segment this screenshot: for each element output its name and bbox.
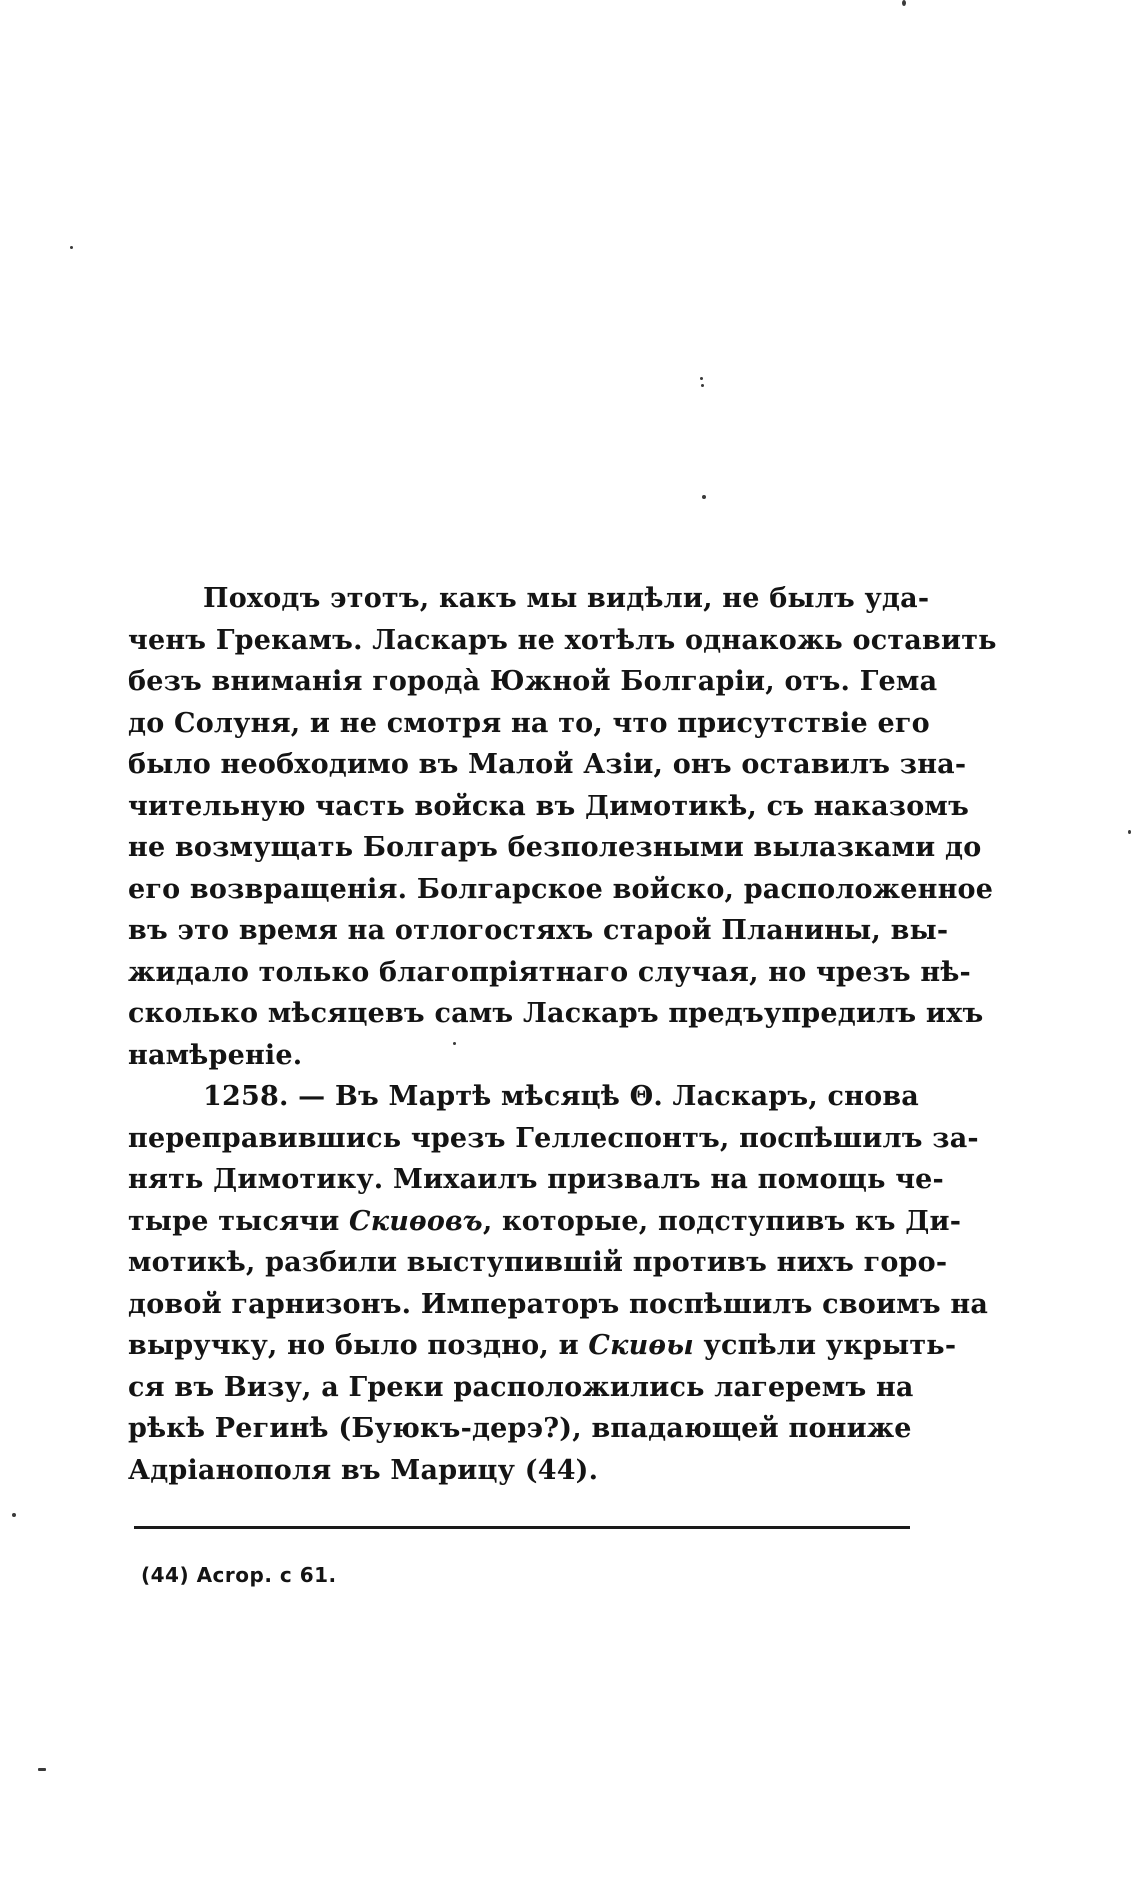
italic-term: Скиѳы — [588, 1330, 694, 1361]
text-run: , которые, подступивъ къ Ди- — [482, 1205, 962, 1237]
text-line — [128, 1367, 914, 1409]
paragraph — [128, 1076, 989, 1491]
text-run: мотикѣ, разбили выступившій противъ нихъ горо- — [128, 1247, 948, 1278]
main-text — [128, 578, 997, 1491]
text-line — [128, 1325, 957, 1367]
text-line: его возвращенія. Болгарское войско, расположенное — [128, 873, 994, 905]
text-line: жидало только благопріятнаго случая, но чрезъ нѣ- — [128, 956, 971, 988]
text-line — [128, 1076, 919, 1118]
text-run: переправившись чрезъ Геллеспонтъ, поспѣшилъ за- — [128, 1122, 979, 1154]
text-run: выручку, но было поздно, и — [128, 1330, 589, 1361]
scan-speck — [12, 1513, 16, 1517]
italic-term: Скиѳовъ — [349, 1205, 483, 1237]
scan-speck — [38, 1768, 46, 1771]
text-run: ся въ Визу, а Греки расположились лагеремъ на — [128, 1371, 914, 1403]
text-run: довой гарнизонъ. Императоръ поспѣшилъ своимъ на — [128, 1288, 989, 1320]
text-line: не возмущать Болгаръ безполезными вылазками до — [128, 832, 982, 863]
scan-speck — [701, 384, 704, 387]
text-line — [128, 1201, 962, 1243]
text-line: намѣреніе. — [128, 1039, 303, 1071]
text-line — [128, 1242, 948, 1284]
text-line — [128, 1284, 989, 1326]
scan-speck — [902, 0, 906, 6]
text-line — [128, 1450, 910, 1492]
scan-speck — [1128, 830, 1131, 834]
text-line: ченъ Грекамъ. Ласкаръ не хотѣлъ однакожь оставить — [128, 624, 997, 656]
footnote: (44) Acrop. c 61. — [141, 1563, 337, 1587]
paragraph — [128, 578, 997, 1076]
footnote-divider — [134, 1526, 910, 1529]
text-run: Адріанополя въ Марицу (44). — [128, 1454, 599, 1486]
scan-speck — [700, 377, 703, 380]
text-run: успѣли укрыть- — [693, 1330, 957, 1361]
text-line: было необходимо въ Малой Азіи, онъ оставилъ зна- — [128, 749, 967, 780]
text-line: чительную часть войска въ Димотикѣ, съ наказомъ — [128, 790, 969, 822]
text-line: до Солуня, и не смотря на то, что присутствіе его — [128, 707, 930, 739]
text-run: рѣкѣ Регинѣ (Буюкъ-дерэ?), впадающей пониже — [128, 1413, 912, 1444]
text-line: сколько мѣсяцевъ самъ Ласкаръ предъупредилъ ихъ — [128, 998, 984, 1029]
scan-speck — [70, 246, 73, 249]
text-run: тыре тысячи — [128, 1205, 350, 1237]
text-line: Походъ этотъ, какъ мы видѣли, не былъ уда- — [203, 583, 930, 614]
text-run: 1258. — Въ Мартѣ мѣсяцѣ Θ. Ласкаръ, снова — [203, 1081, 919, 1112]
text-line — [128, 1408, 910, 1450]
text-line: въ это время на отлогостяхъ старой Планины, вы- — [128, 915, 949, 946]
text-line — [128, 1118, 979, 1160]
text-line: безъ вниманія города̀ Южной Болгаріи, отъ. Гема — [128, 666, 938, 697]
text-line — [128, 1159, 944, 1201]
scan-speck — [702, 495, 706, 499]
text-run: нять Димотику. Михаилъ призвалъ на помощь че- — [128, 1164, 944, 1195]
